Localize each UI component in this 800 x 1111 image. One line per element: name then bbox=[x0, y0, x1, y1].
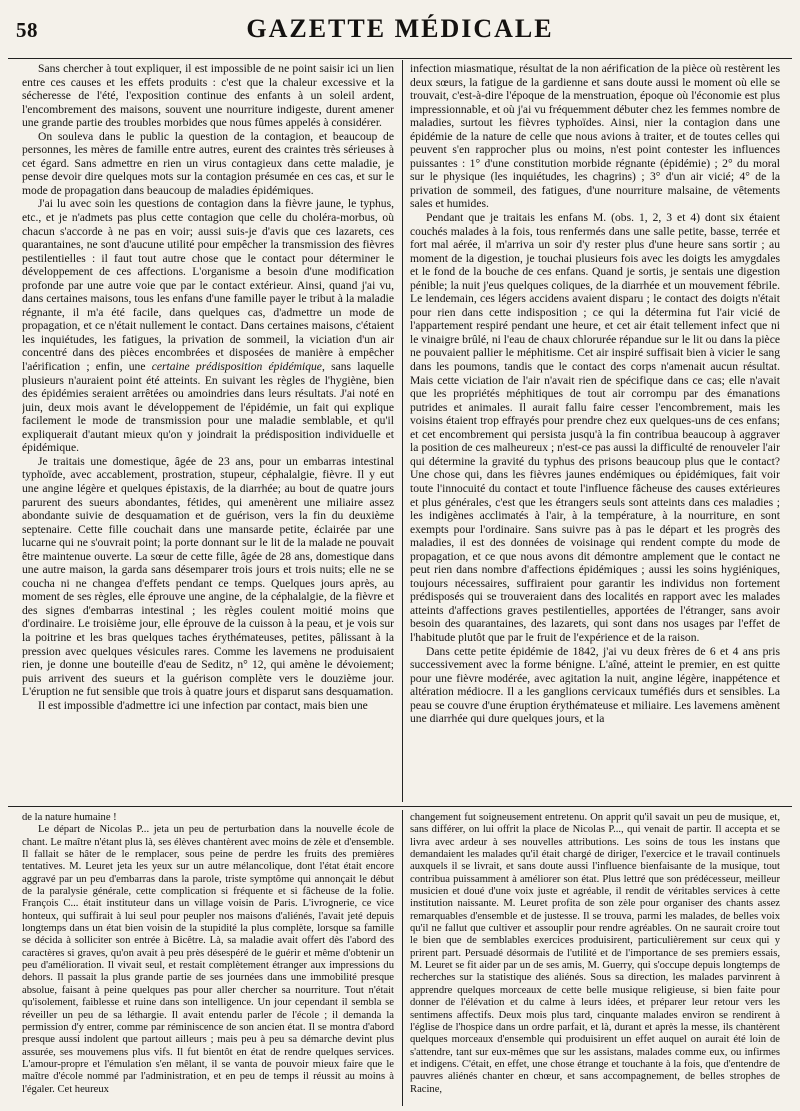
paragraph: Il est impossible d'admettre ici une infection par contact, mais bien une bbox=[38, 698, 368, 712]
paragraph: Je traitais une domestique, âgée de 23 ans, pour un embarras intestinal typhoïde, avec accablement, prostration, stupeur, céphalalgie, fièvre. Il y eut une angine légère et quelques épistaxis, de la diarrhée; au bout de quatre jours parurent des sueurs abondantes, fétides, qui amenèrent une miliaire assez abondante suivie de desquamation et de guérison, vers la fin du deuxième septenaire. Cette fille couchait dans une mansarde petite, éclairée par une lucarne qui ne s'ouvrait point; la porte donnant sur le lit de la malade ne pouvait être maintenue ouverte. La sœur de cette fille, âgée de 28 ans, domestique dans une autre maison, la garda sans désemparer trois jours et trois nuits; elle ne se coucha ni ne changea d'effets pendant ce temps. Quelques jours après, au moment de ses règles, elle éprouve une angine, de la céphalalgie, de la fièvre et des signes d'embarras intestinal ; les règles coulent moitié moins que d'ordinaire. Le troisième jour, elle éprouve de la cuisson à la peau, et je vois sur la poitrine et les bras quelques taches érythémateuses, petites, pâlissant à la pression avec quelques vésicules rares. Comme les lavemens ne produisaient rien, je donne une bouteille d'eau de Seditz, n° 12, qui amène le dévoiement; puis arrivent des sueurs et la guérison complète vers le douzième jour. L'éruption ne fut sensible que trois à quatre jours et disparut sans desquamation. bbox=[22, 454, 394, 699]
page-header bbox=[10, 14, 790, 44]
section-rule bbox=[8, 806, 792, 807]
italic-phrase: certaine prédisposition épidémique bbox=[151, 360, 322, 374]
paragraph: Sans chercher à tout expliquer, il est impossible de ne point saisir ici un lien entre ces causes et les effets produits : c'est que la chaleur excessive et la sécheresse de l'été, l'exposition continue des enfants à un soleil ardent, l'encombrement des maisons, souvent une nourriture indigeste, durent amener une grande partie des troubles morbides que nous fûmes appelés à considérer. bbox=[22, 62, 394, 130]
paragraph: Pendant que je traitais les enfans M. (obs. 1, 2, 3 et 4) dont six étaient couchés malades à la fois, tous renfermés dans une salle petite, basse, terrée et fort mal aérée, il m'arriva un soir d'y rester plus d'une heure sans sortir ; au moment de la digestion, je touchai plusieurs fois avec les doigts les amygdales et le fond de la bouche de ces enfans. Quand je sortis, je sentais une digestion pénible; la nuit j'eus quelques coliques, de la diarrhée et un mouvement fébrile. Le lendemain, ces légers accidens avaient disparu ; le contact des doigts n'était pour rien dans cette indisposition ; ce qui la détermina fut l'air vicié de l'appartement respiré pendant une heure, et cet air était tellement infect que ni le vinaigre brûlé, ni l'eau de chaux chlorurée répandue sur le lit ou dans la pièce ne pouvaient pallier le méphitisme. Cet air inspiré suffisait bien à vicier le sang dans les poumons, tandis que le contact des corps n'amenait aucun résultat. Mais cette viciation de l'air n'avait rien de spécifique dans ce cas; elle n'avait que les propriétés méphitiques de tout air corrompu par des émanations putrides et animales. Il aurait fallu faire cesser l'encombrement, mais les voisins étaient trop effrayés pour prendre chez eux quelques-uns de ces enfans; et cet encombrement qui persista jusqu'à la fin contribua beaucoup à aggraver la position de ces malheureux ; n'est-ce pas aussi la difficulté de renouveler l'air qui détermine la gravité du typhus des prisons beaucoup plus que le contact? Une chose qui, dans les fièvres jaunes endémiques ou épidémiques, fait voir toute l'innocuité du contact et toute l'influence fâcheuse des causes extérieures et plus générales, c'est que les étrangers seuls sont atteints dans ces maladies ; les indigènes acclimatés à l'air, à la température, à la nourriture, en sont exempts pour l'ordinaire. Sans suivre pas à pas le départ et les progrès des maladies, il est des données de voisinage qui rendent compte du mode de propagation, et ce que nous avons dit démontre amplement que le contact ne peut rien dans nombre d'affections épidémiques ; aussi les soins hygiéniques, toujours nécessaires, suffiraient pour garantir les individus non fortement prédisposés qui se trouveraient dans des localités en rapport avec les malades atteints d'affections graves pestilentielles, apportées de l'étranger, sans avoir besoin des quarantaines, des lazarets, qui sont dans nos usages par l'effet de l'habitude plutôt que par le fruit de l'expérience et de la raison. bbox=[410, 211, 780, 644]
journal-title: GAZETTE MÉDICALE bbox=[246, 14, 554, 43]
paragraph: de la nature humaine ! bbox=[22, 812, 117, 823]
column-divider-top bbox=[402, 60, 403, 802]
top-left-column bbox=[22, 62, 394, 800]
paragraph: J'ai lu avec soin les questions de contagion dans la fièvre jaune, le typhus, etc., et je n'admets pas plus cette contagion que celle du choléra-morbus, où chacun s'accorde à ne pas en voir; aussi suis-je d'avis que ces lazarets, ces quarantaines, ne sont d'aucune utilité pour empêcher la transmission des fièvres pestilentielles : il faut tout autre chose que le contact pour déterminer le développement de ces affections. L'organisme a besoin d'une modification profonde par une autre voie que par le contact extérieur. Ainsi, quand j'ai vu, dans certaines maisons, tous les enfans d'une famille payer le tribut à la maladie régnante, il m'a été facile, dans quelques cas, d'admettre un mode de propagation, et ce n'était nullement le contact. Dans certaines maisons, c'étaient les inquiétudes, les fatigues, la privation de sommeil, la viciation d'un air concentré dans des pièces encombrées et disposées de manière à empêcher l'aérification ; enfin, une certaine prédisposition épidémique, sans laquelle plusieurs n'auraient point été atteints. En suivant les règles de l'hygiène, bien des épidémies seraient arrêtées ou amoindries dans leurs résultats. J'ai noté en juin, deux mois avant le développement de l'épidémie, un fait qui explique facilement le mode de transmission pour une maladie semblable, et qu'il expliquerait d'autant mieux qu'on y joindrait la prédisposition individuelle et épidémique. bbox=[22, 197, 394, 455]
bottom-left-column bbox=[22, 812, 394, 1106]
paragraph: infection miasmatique, résultat de la non aérification de la pièce où restèrent les deux sœurs, la fatigue de la gardienne et sans doute aussi le moment où elle se trouvait, c'est-à-dire l'époque de la menstruation, époque où l'économie est plus impressionnable, et où j'ai vu fréquemment débuter chez les femmes nombre de maladies, surtout les fièvres typhoïdes. Ainsi, nier la contagion dans une épidémie de la nature de celle que nous avions à traiter, et de toutes celles qui peuvent s'en rapprocher plus ou moins, n'est point contester les influences puissantes : 1° d'une constitution morbide régnante (épidémie) ; 2° du moral sur le physique (les inquiétudes, les chagrins) ; 3° d'un air vicié; 4° de la privation de sommeil, des fatigues, d'une nourriture malsaine, de vêtements sales et humides. bbox=[410, 62, 780, 211]
paragraph: Le départ de Nicolas P... jeta un peu de perturbation dans la nouvelle école de chant. Le maître n'étant plus là, ses élèves chantèrent avec moins de zèle et d'ensemble. Il fallait se hâter de le remplacer, sous peine de perdre les fruits des premières tentatives. M. Leuret jeta les yeux sur un autre mélancolique, dont l'état était encore aggravé par un peu d'embarras dans la parole, triste symptôme qui annonçait le début de la paralysie générale, cette complication si fréquente et si fâcheuse de la folie. François C... était instituteur dans un village voisin de Paris. L'ivrognerie, ce vice honteux, qui suffirait à lui seul pour peupler nos maisons d'aliénés, l'avait jeté depuis longtemps dans un état bien voisin de la stupidité la plus complète, lorsque sa famille se décida à solliciter son entrée à Bicêtre. Là, sa maladie avait offert dès l'abord des caractères si graves, qu'on avait à peu près désespéré de le guérir et même d'obtenir un peu d'amélioration. Il vivait seul, et restait complètement étranger aux impressions du dehors. Il passait la plus grande partie de ses journées dans une immobilité presque absolue, faisant à peine quelques pas pour aller chercher sa nourriture. Tout n'était qu'isolement, faiblesse et ruine dans son intelligence. Un jour cependant il sembla se réveiller un peu de sa léthargie. Il avait entendu parler de l'école ; il demanda la permission d'y entrer, comme par réminiscence de son ancien état. Il se montra d'abord presque aussi indolent que partout ailleurs ; mais peu à peu sa démarche devint plus assurée, ses mouvemens plus vifs. Il fut bientôt en état de rendre quelques services. L'amour-propre et l'émulation s'en mêlant, il se vanta de pouvoir mieux faire que le maître d'école nommé par l'administration, et en peu de temps il réussit au moins à l'égaler. Cet heureux bbox=[22, 824, 394, 1095]
paragraph: On souleva dans le public la question de la contagion, et beaucoup de personnes, les mères de famille entre autres, eurent des craintes très sérieuses à cet égard. Sans admettre en rien un virus contagieux dans cette maladie, je pense devoir dire quelques mots sur la contagion présumée en ces cas, et sur le mode de propagation dans beaucoup de maladies épidémiques. bbox=[22, 129, 394, 197]
page-number: 58 bbox=[16, 18, 38, 42]
paragraph: Dans cette petite épidémie de 1842, j'ai vu deux frères de 6 et 4 ans pris successivement avec la forme bénigne. L'aîné, atteint le premier, en est quitte pour une fièvre modérée, avec agitation la nuit, angine légère, inappétence et altération médiocre. Il a les ganglions cervicaux tuméfiés durs et sensibles. La peau se couvre d'une éruption érythémateuse et miliaire. Les lavemens amènent une diarrhée qui dure quelques jours, et la bbox=[410, 644, 780, 726]
column-divider-bottom bbox=[402, 810, 403, 1106]
paragraph: changement fut soigneusement entretenu. On apprit qu'il savait un peu de musique, et, sans différer, on lui offrit la place de Nicolas P..., qui venait de partir. Il accepta et se livra avec ardeur à ses nouvelles attributions. Les soins de tous les instans que demandaient les malades qu'il était chargé de diriger, l'exercice et le travail continuels auxquels il se livrait, et sans doute aussi l'influence bienfaisante de la musique, tout contribua puissamment à améliorer son état. Plus lettré que son prédécesseur, meilleur musicien et doué d'une voix juste et agréable, il rendit de véritables services à cette institution naissante. M. Leuret profita de son zèle pour organiser des chants assez remarquables d'ensemble et de justesse. Il se trouva, parmi les malades, de belles voix qu'il ne fallut que cultiver et assouplir pour rendre agréables. On ne saurait croire tout le bien que de semblables exercices produisirent, particulièrement sur ceux qui y prirent part. Persuadé désormais de l'utilité et de l'importance de ses premiers essais, M. Leuret se fit aider par un de ses amis, M. Guerry, qui s'occupe depuis longtemps de recherches sur la statistique des aliénés. Sous sa direction, les malades parvinrent à apprendre quelques morceaux de cette belle musique religieuse, si bien faite pour donner de l'élévation et du calme à leurs idées, et préparer leur retour vers les sentimens affectifs. Deux mois plus tard, cinquante malades environ se rendirent à l'église de l'hospice dans un ordre parfait, et là, durant et après la messe, ils chantèrent quelques morceaux d'ensemble qui produisirent un effet auquel on aurait été loin de s'attendre, tant sur eux-mêmes que sur les assistans, malades comme eux, ou infirmes et indigens. C'était, en effet, une chose étrange et touchante à la fois, que d'entendre de pauvres aliénés chanter en chœur, et sans accompagnement, de belles strophes de Racine, bbox=[410, 812, 780, 1095]
bottom-right-column bbox=[410, 812, 780, 1106]
top-right-column bbox=[410, 62, 780, 800]
header-rule bbox=[8, 58, 792, 59]
